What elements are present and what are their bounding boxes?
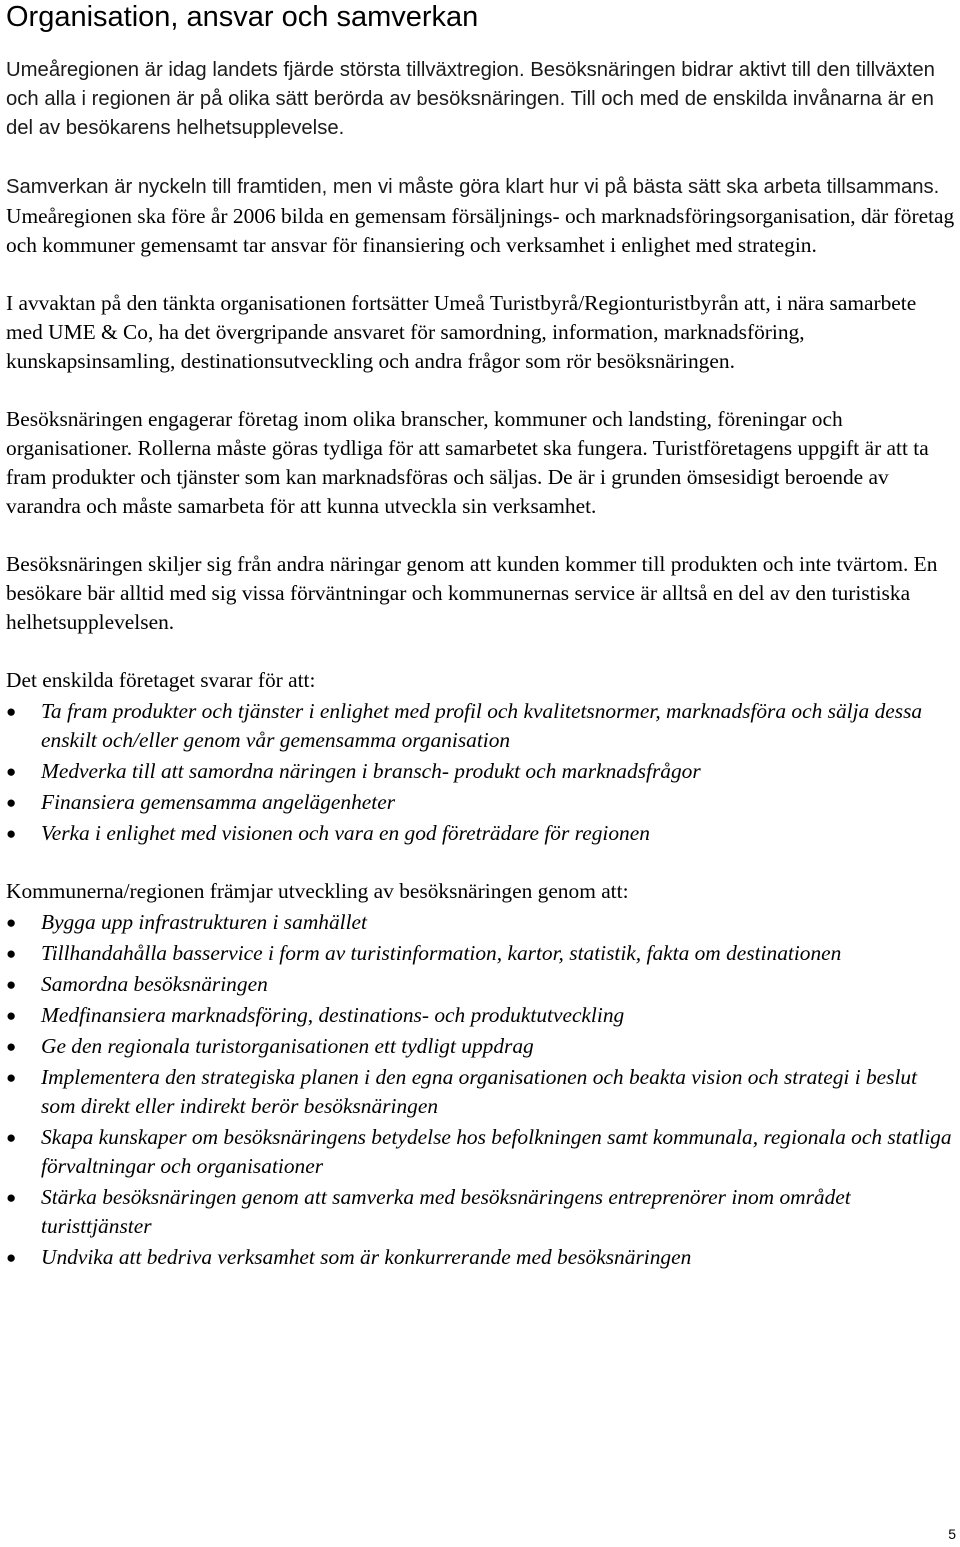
bullet-icon: ●	[6, 1128, 17, 1147]
list2-intro: Kommunerna/regionen främjar utveckling av besöksnäringen genom att:	[6, 879, 629, 903]
paragraph-samverkan	[6, 172, 956, 260]
list-item: ● Finansiera gemensamma angelägenheter	[6, 788, 956, 817]
list-item: ● Stärka besöksnäringen genom att samverka med besöksnäringens entreprenörer inom området turisttjänster	[6, 1185, 851, 1238]
list-item: ● Ta fram produkter och tjänster i enlighet med profil och kvalitetsnormer, marknadsföra och sälja dessa enskilt och/eller genom vår gemensamma organisation	[6, 699, 923, 752]
bullet-icon: ●	[6, 1188, 17, 1207]
bullet-icon: ●	[6, 913, 17, 932]
bullet-icon: ●	[6, 975, 17, 994]
list-item: ● Verka i enlighet med visionen och vara en god företrädare för regionen	[6, 819, 956, 848]
municipality-responsibility-list	[6, 908, 956, 1272]
document-page	[6, 0, 956, 1272]
bullet-icon: ●	[6, 944, 17, 963]
list1-intro: Det enskilda företaget svarar för att:	[6, 668, 316, 692]
list-item: ● Samordna besöksnäringen	[6, 970, 956, 999]
bullet-icon: ●	[6, 824, 17, 843]
bullet-icon: ●	[6, 762, 17, 781]
paragraph-roller: Besöksnäringen engagerar företag inom olika branscher, kommuner och landsting, föreningar och organisationer. Rollerna måste göras tydliga för att samarbetet ska fungera. Turistföretagens uppgift är att ta fram produkter och tjänster som kan marknadsföras och säljas. De är i grunden ömsesidigt beroende av varandra och måste samarbeta för att kunna utveckla sin verksamhet.	[6, 407, 929, 518]
bullet-icon: ●	[6, 1006, 17, 1025]
page-title: Organisation, ansvar och samverkan	[6, 1, 479, 33]
bullet-icon: ●	[6, 1037, 17, 1056]
list-item: ● Ge den regionala turistorganisationen ett tydligt uppdrag	[6, 1032, 956, 1061]
list-item: ● Undvika att bedriva verksamhet som är konkurrerande med besöksnäringen	[6, 1243, 956, 1272]
bullet-icon: ●	[6, 1068, 17, 1087]
paragraph-organisation: I avvaktan på den tänkta organisationen fortsätter Umeå Turistbyrå/Regionturistbyrån att, i nära samarbete med UME & Co, ha det övergripande ansvaret för samordning, information, marknadsföring, kunskapsinsamling, destinationsutveckling och andra frågor som rör besöksnäringen.	[6, 291, 917, 373]
bullet-icon: ●	[6, 702, 17, 721]
bullet-icon: ●	[6, 793, 17, 812]
list-item: ● Medfinansiera marknadsföring, destinations- och produktutveckling	[6, 1001, 956, 1030]
paragraph-kunden: Besöksnäringen skiljer sig från andra näringar genom att kunden kommer till produkten och inte tvärtom. En besökare bär alltid med sig vissa förväntningar och kommunernas service är alltså en del av den turistiska helhetsupplevelsen.	[6, 552, 938, 634]
list-item: ● Medverka till att samordna näringen i bransch- produkt och marknadsfrågor	[6, 757, 956, 786]
paragraph-samverkan-serif: Umeåregionen ska före år 2006 bilda en gemensam försäljnings- och marknadsföringsorganisation, där företag och kommuner gemensamt tar ansvar för finansiering och verksamhet i enlighet med strategin.	[6, 204, 955, 257]
list-item: ● Bygga upp infrastrukturen i samhället	[6, 908, 956, 937]
list-item: ● Skapa kunskaper om besöksnäringens betydelse hos befolkningen samt kommunala, regionala och statliga förvaltningar och organisationer	[6, 1125, 952, 1178]
page-number: 5	[948, 1526, 956, 1542]
paragraph-samverkan-sans: Samverkan är nyckeln till framtiden, men vi måste göra klart hur vi på bästa sätt ska arbeta tillsammans.	[6, 176, 940, 198]
list-item: ● Implementera den strategiska planen i den egna organisationen och beakta vision och strategi i beslut som direkt eller indirekt berör besöksnäringen	[6, 1065, 918, 1118]
company-responsibility-list	[6, 697, 956, 848]
bullet-icon: ●	[6, 1248, 17, 1267]
list-item: ● Tillhandahålla basservice i form av turistinformation, kartor, statistik, fakta om destinationen	[6, 939, 956, 968]
paragraph-intro: Umeåregionen är idag landets fjärde största tillväxtregion. Besöksnäringen bidrar aktivt till den tillväxten och alla i regionen är på olika sätt berörda av besöksnäringen. Till och med de enskilda invånarna är en del av besökarens helhetsupplevelse.	[6, 59, 935, 139]
